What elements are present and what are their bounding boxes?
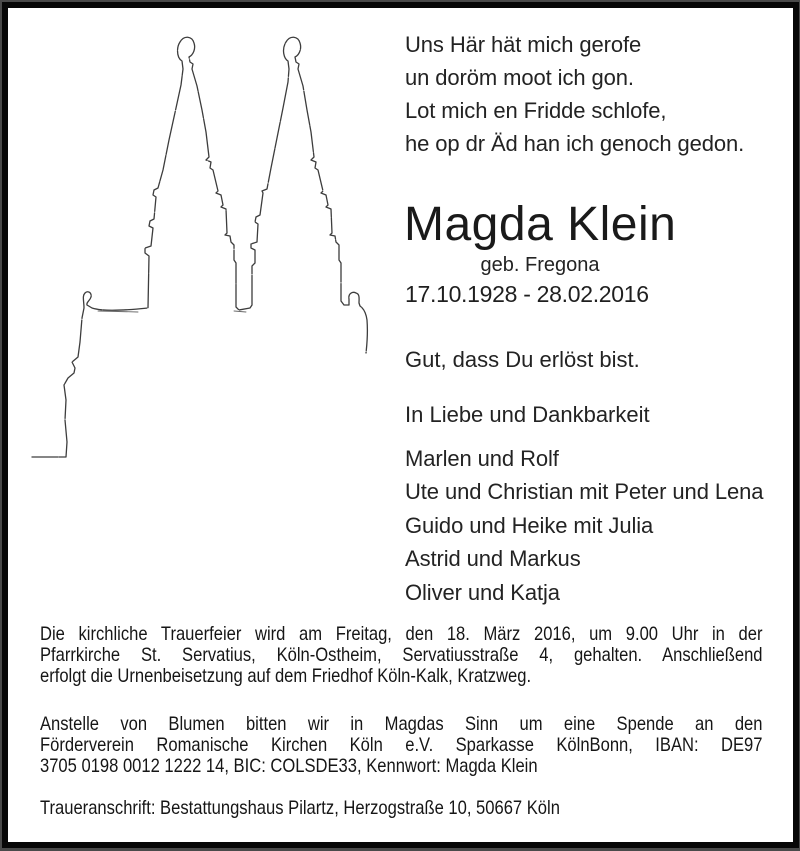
cathedral-sketch-double-stroke xyxy=(98,311,246,312)
mourning-address xyxy=(40,798,763,819)
cologne-cathedral-icon xyxy=(20,15,400,485)
mourners-list xyxy=(405,442,763,609)
poem-line: Uns Här hät mich gerofe xyxy=(405,32,642,57)
mourning-address-line: Traueranschrift: Bestattungshaus Pilartz, Herzogstraße 10, 50667 Köln xyxy=(40,797,560,819)
mourner-line: Marlen und Rolf xyxy=(405,446,559,471)
funeral-info-line: Die kirchliche Trauerfeier wird am Freitag, den 18. März 2016, um 9.00 Uhr in der xyxy=(40,623,763,645)
mourner-line: Guido und Heike mit Julia xyxy=(405,512,654,538)
poem-line: un doröm moot ich gon. xyxy=(405,65,634,90)
donation-info-paragraph xyxy=(40,714,763,777)
mourner-line: Ute und Christian mit Peter und Lena xyxy=(405,479,764,505)
funeral-info-paragraph xyxy=(40,624,763,687)
memorial-poem xyxy=(405,28,744,160)
closing-line: In Liebe und Dankbarkeit xyxy=(405,402,650,427)
mourner-line: Oliver und Katja xyxy=(405,579,560,605)
funeral-info-line: erfolgt die Urnenbeisetzung auf dem Friedhof Köln-Kalk, Kratzweg. xyxy=(40,665,532,687)
donation-info-line: Förderverein Romanische Kirchen Köln e.V. Sparkasse KölnBonn, IBAN: DE97 xyxy=(40,734,763,756)
cathedral-outline-path xyxy=(32,37,367,457)
donation-info-line: Anstelle von Blumen bitten wir in Magdas Sinn um eine Spende an den xyxy=(40,713,763,735)
funeral-info-line: Pfarrkirche St. Servatius, Köln-Ostheim, Servatiusstraße 4, gehalten. Anschließend xyxy=(40,644,763,666)
birth-name: geb. Fregona xyxy=(480,254,600,276)
mourner-line: Astrid und Markus xyxy=(405,546,581,572)
poem-line: he op dr Äd han ich genoch gedon. xyxy=(405,131,745,156)
epitaph-line: Gut, dass Du erlöst bist. xyxy=(405,347,640,372)
deceased-name: Magda Klein xyxy=(404,198,677,251)
poem-line: Lot mich en Fridde schlofe, xyxy=(405,98,667,123)
life-dates: 17.10.1928 - 28.02.2016 xyxy=(405,281,649,307)
donation-info-line: 3705 0198 0012 1222 14, BIC: COLSDE33, Kennwort: Magda Klein xyxy=(40,755,538,777)
